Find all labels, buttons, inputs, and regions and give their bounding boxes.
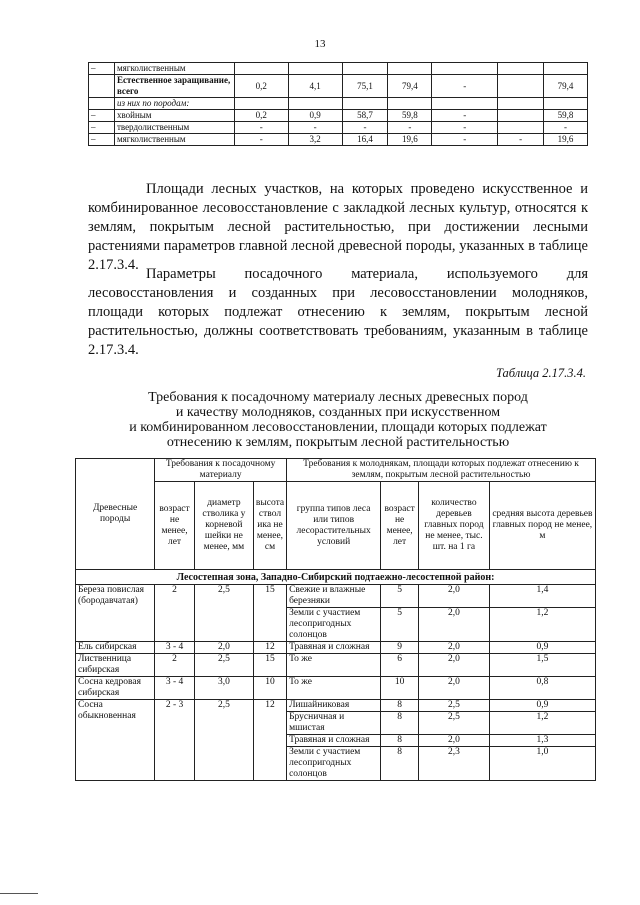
seedling-diameter: 2,5	[194, 654, 253, 677]
seedling-diameter: 2,5	[194, 585, 253, 642]
row-value	[288, 98, 342, 110]
row-value	[432, 98, 498, 110]
row-value	[498, 98, 544, 110]
paragraph-1: Площади лесных участков, на которых проведено искусственное и комбинированное лесовосстановление с закладкой лесных культур, относятся к землям, покрытым лесной растительностью, при достижении лесными растениями параметров главной лесной древесной породы, указанных в таблице 2.17.3.4.	[88, 181, 588, 273]
forest-group: Брусничная и мшистая	[287, 712, 381, 735]
subheader-tree-count: количество деревьев главных пород не менее, тыс. шт. на 1 га	[419, 482, 490, 570]
seedling-height: 15	[253, 654, 286, 677]
seedling-height: 12	[253, 642, 286, 654]
seedling-height: 12	[253, 700, 286, 781]
stand-age: 9	[381, 642, 419, 654]
avg-height: 1,5	[489, 654, 595, 677]
footer-rule	[0, 893, 38, 894]
table-row	[89, 110, 588, 122]
forest-group: Травяная и сложная	[287, 735, 381, 747]
table-row	[76, 700, 596, 712]
table-row	[89, 75, 588, 98]
row-value: -	[342, 122, 388, 134]
row-dash	[89, 75, 115, 98]
row-dash: –	[89, 134, 115, 146]
row-value	[544, 63, 588, 75]
avg-height: 0,9	[489, 700, 595, 712]
row-value	[234, 98, 288, 110]
row-value	[388, 63, 432, 75]
row-value: -	[288, 122, 342, 134]
forest-group: То же	[287, 654, 381, 677]
row-value: -	[432, 75, 498, 98]
table-row	[76, 585, 596, 608]
row-value: -	[234, 122, 288, 134]
row-value: 0,2	[234, 110, 288, 122]
forest-group: Травяная и сложная	[287, 642, 381, 654]
seedling-age: 3 - 4	[155, 642, 195, 654]
avg-height: 1,0	[489, 747, 595, 781]
table-row	[89, 63, 588, 75]
row-dash	[89, 98, 115, 110]
species-name: Сосна кедровая сибирская	[76, 677, 155, 700]
row-value: 19,6	[544, 134, 588, 146]
row-value	[342, 63, 388, 75]
stand-age: 5	[381, 585, 419, 608]
table-title: Требования к посадочному материалу лесных древесных пород и качеству молодняков, созданных при искусственном и комбинированном лесовосстановлении, площади которых подлежат отнесению к землям, покрытым лесной растительностью	[129, 390, 547, 450]
row-value	[498, 122, 544, 134]
row-value	[234, 63, 288, 75]
row-value: 16,4	[342, 134, 388, 146]
row-value: 3,2	[288, 134, 342, 146]
seedling-height: 10	[253, 677, 286, 700]
tree-count: 2,0	[419, 735, 490, 747]
requirements-table	[75, 458, 596, 781]
subheader-forest-group: группа типов леса или типов лесорастительных условий	[287, 482, 381, 570]
tree-count: 2,0	[419, 654, 490, 677]
zone-row: Лесостепная зона, Западно-Сибирский подтаежно-лесостепной район:	[76, 570, 596, 585]
stand-age: 8	[381, 700, 419, 712]
row-dash: –	[89, 122, 115, 134]
row-value: 75,1	[342, 75, 388, 98]
row-value: -	[432, 122, 498, 134]
row-label: из них по породам:	[114, 98, 234, 110]
avg-height: 1,4	[489, 585, 595, 608]
paragraph-2: Параметры посадочного материала, используемого для лесовосстановления и созданных при лесовосстановлении молодняков, площади которых подлежат отнесению к землям, покрытым лесной растительностью, должны соответствовать требованиям, указанным в таблице 2.17.3.4.	[88, 266, 588, 358]
row-label: мягколиственным	[114, 63, 234, 75]
row-dash: –	[89, 63, 115, 75]
row-value: 79,4	[544, 75, 588, 98]
header-species: Древесные породы	[76, 459, 155, 570]
row-value	[288, 63, 342, 75]
header-young-stands: Требования к молоднякам, площади которых подлежат отнесению к землям, покрытым лесной растительностью	[287, 459, 596, 482]
forest-group: Свежие и влажные березняки	[287, 585, 381, 608]
seedling-height: 15	[253, 585, 286, 642]
table-row	[76, 654, 596, 677]
table-row	[76, 642, 596, 654]
row-value: -	[388, 122, 432, 134]
seedling-age: 2	[155, 585, 195, 642]
avg-height: 0,9	[489, 642, 595, 654]
stand-age: 10	[381, 677, 419, 700]
stand-age: 8	[381, 747, 419, 781]
row-value: -	[498, 134, 544, 146]
seedling-age: 2 - 3	[155, 700, 195, 781]
tree-count: 2,0	[419, 642, 490, 654]
row-value	[342, 98, 388, 110]
row-label: Естественное заращивание, всего	[114, 75, 234, 98]
stand-age: 8	[381, 735, 419, 747]
row-label: твердолиственным	[114, 122, 234, 134]
page-number: 13	[314, 38, 326, 50]
avg-height: 0,8	[489, 677, 595, 700]
seedling-age: 3 - 4	[155, 677, 195, 700]
seedling-diameter: 2,5	[194, 700, 253, 781]
tree-count: 2,5	[419, 700, 490, 712]
row-value: 59,8	[544, 110, 588, 122]
tree-count: 2,0	[419, 677, 490, 700]
species-name: Береза повислая (бородавчатая)	[76, 585, 155, 642]
row-value: -	[544, 122, 588, 134]
row-value: -	[432, 134, 498, 146]
seedling-diameter: 2,0	[194, 642, 253, 654]
stand-age: 8	[381, 712, 419, 735]
table-row	[89, 134, 588, 146]
row-value: 58,7	[342, 110, 388, 122]
row-value	[544, 98, 588, 110]
row-value: 0,9	[288, 110, 342, 122]
avg-height: 1,2	[489, 608, 595, 642]
row-label: хвойным	[114, 110, 234, 122]
forest-group: Земли с участием лесопригодных солонцов	[287, 747, 381, 781]
tree-count: 2,5	[419, 712, 490, 735]
row-dash: –	[89, 110, 115, 122]
subheader-diameter: диаметр стволика у корневой шейки не менее, мм	[194, 482, 253, 570]
seedling-age: 2	[155, 654, 195, 677]
species-name: Ель сибирская	[76, 642, 155, 654]
row-value	[388, 98, 432, 110]
tree-count: 2,3	[419, 747, 490, 781]
seedling-diameter: 3,0	[194, 677, 253, 700]
table-row	[89, 98, 588, 110]
forest-group: Земли с участием лесопригодных солонцов	[287, 608, 381, 642]
forest-group: Лишайниковая	[287, 700, 381, 712]
row-value	[432, 63, 498, 75]
subheader-height: высота ствол ика не менее, см	[253, 482, 286, 570]
row-value: 79,4	[388, 75, 432, 98]
tree-count: 2,0	[419, 585, 490, 608]
subheader-age: возраст не менее, лет	[155, 482, 195, 570]
avg-height: 1,3	[489, 735, 595, 747]
table-row	[76, 677, 596, 700]
table-row	[89, 122, 588, 134]
subheader-stand-age: возраст не менее, лет	[381, 482, 419, 570]
row-value: 19,6	[388, 134, 432, 146]
species-name: Лиственница сибирская	[76, 654, 155, 677]
row-value: 0,2	[234, 75, 288, 98]
row-value: -	[234, 134, 288, 146]
header-planting-material: Требования к посадочному материалу	[155, 459, 287, 482]
tree-count: 2,0	[419, 608, 490, 642]
stand-age: 6	[381, 654, 419, 677]
row-value	[498, 110, 544, 122]
avg-height: 1,2	[489, 712, 595, 735]
row-label: мягколиственным	[114, 134, 234, 146]
area-continuation-table	[88, 62, 588, 146]
row-value	[498, 75, 544, 98]
forest-group: То же	[287, 677, 381, 700]
row-value	[498, 63, 544, 75]
table-label: Таблица 2.17.3.4.	[496, 366, 586, 380]
stand-age: 5	[381, 608, 419, 642]
row-value: -	[432, 110, 498, 122]
row-value: 4,1	[288, 75, 342, 98]
species-name: Сосна обыкновенная	[76, 700, 155, 781]
row-value: 59,8	[388, 110, 432, 122]
subheader-avg-height: средняя высота деревьев главных пород не менее, м	[489, 482, 595, 570]
